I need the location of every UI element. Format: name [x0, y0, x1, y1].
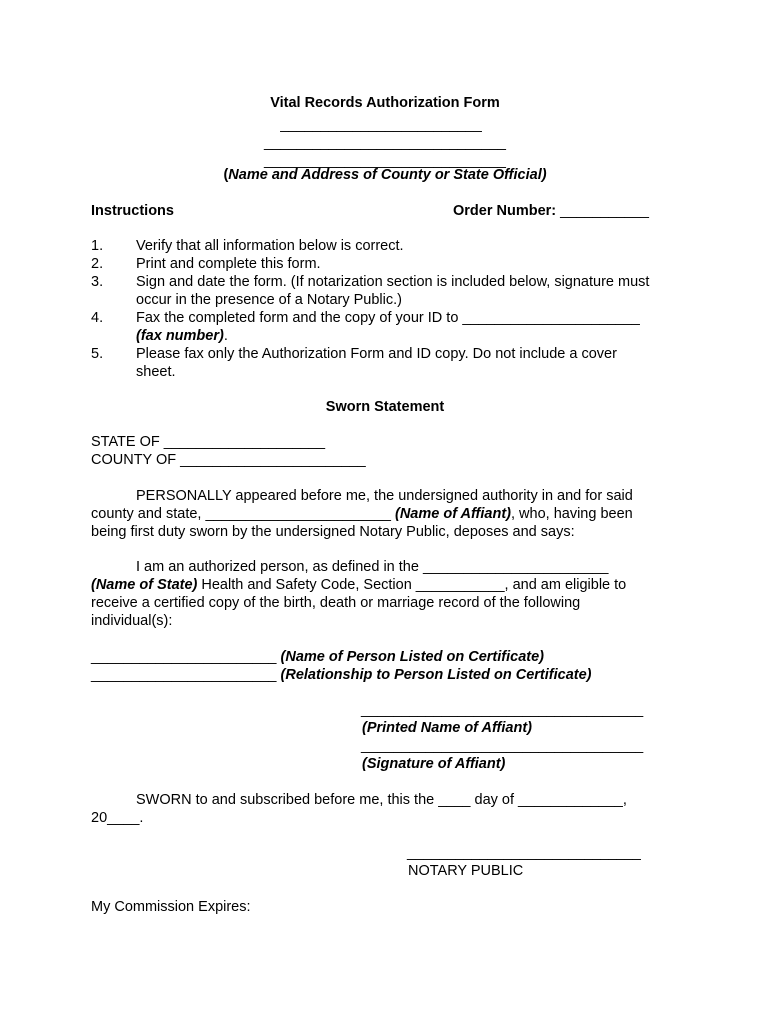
affiant-signature-line: ___________________________________ — [361, 738, 644, 754]
relationship-label: (Relationship to Person Listed on Certificate) — [280, 667, 592, 683]
county-state-text: county and state, _______________________ — [91, 506, 395, 522]
item-5-text-line-1: Please fax only the Authorization Form and ID copy. Do not include a cover — [136, 346, 617, 362]
item-2-number: 2. — [91, 256, 104, 272]
item-3-text-line-1: Sign and date the form. (If notarization section is included below, signature must — [136, 274, 650, 290]
instructions-heading: Instructions — [91, 203, 174, 219]
authorized-para-line-2 — [91, 576, 626, 594]
sworn-statement-heading: Sworn Statement — [325, 399, 445, 415]
official-label-text: Name and Address of County or State Official) — [228, 167, 547, 183]
form-title: Vital Records Authorization Form — [270, 95, 500, 111]
authorized-para-line-3: receive a certified copy of the birth, death or marriage record of the following — [91, 595, 581, 611]
order-number-label: Order Number: — [453, 203, 557, 219]
personally-para-line-2 — [91, 505, 633, 523]
item-1-number: 1. — [91, 238, 104, 254]
official-label — [0, 166, 770, 184]
health-safety-text: Health and Safety Code, Section ___________, and am eligible to — [197, 577, 627, 593]
item-4-text-line-2 — [136, 327, 228, 345]
item-4-number: 4. — [91, 310, 104, 326]
official-address-line-2: ______________________________ — [264, 135, 506, 151]
notary-public-label: NOTARY PUBLIC — [408, 863, 524, 879]
authorized-para-line-1: I am an authorized person, as defined in the _______________________ — [136, 559, 609, 575]
official-address-line-1: _________________________ — [280, 117, 482, 133]
authorized-para-line-4: individual(s): — [91, 613, 173, 629]
order-number-blank: ___________ — [560, 203, 649, 219]
official-paren: ( — [223, 167, 229, 183]
order-number — [453, 202, 649, 220]
sworn-subscribed-line-1: SWORN to and subscribed before me, this the ____ day of _____________, — [136, 792, 627, 808]
person-listed-line — [91, 648, 544, 666]
name-of-state-label: (Name of State) — [91, 577, 198, 593]
fax-number-label: (fax number) — [136, 328, 224, 344]
item-5-text-line-2: sheet. — [136, 364, 176, 380]
state-of-line: STATE OF ____________________ — [91, 434, 326, 450]
affiant-printed-name-line: ___________________________________ — [361, 702, 644, 718]
personally-para-line-3: being first duty sworn by the undersigned Notary Public, deposes and says: — [91, 524, 575, 540]
person-listed-label: (Name of Person Listed on Certificate) — [280, 649, 544, 665]
item-4-text-line-1: Fax the completed form and the copy of your ID to ______________________ — [136, 310, 640, 326]
sworn-subscribed-line-2: 20____. — [91, 810, 144, 826]
who-having-text: , who, having been — [510, 506, 633, 522]
item-1-text: Verify that all information below is correct. — [136, 238, 404, 254]
item-3-text-line-2: occur in the presence of a Notary Public.) — [136, 292, 402, 308]
name-of-affiant-label: (Name of Affiant) — [394, 506, 511, 522]
item-2-text: Print and complete this form. — [136, 256, 321, 272]
notary-signature-line: _____________________________ — [407, 845, 641, 861]
commission-expires: My Commission Expires: — [91, 899, 251, 915]
person-listed-blank: _______________________ — [91, 649, 281, 665]
county-of-line: COUNTY OF _______________________ — [91, 452, 366, 468]
item-5-number: 5. — [91, 346, 104, 362]
official-address-line-3: ______________________________ — [264, 153, 506, 169]
relationship-blank: _______________________ — [91, 667, 281, 683]
fax-number-period: . — [223, 328, 228, 344]
personally-para-line-1: PERSONALLY appeared before me, the undersigned authority in and for said — [136, 488, 633, 504]
relationship-line — [91, 666, 592, 684]
affiant-signature-label: (Signature of Affiant) — [362, 756, 506, 772]
affiant-printed-name-label: (Printed Name of Affiant) — [362, 720, 532, 736]
item-3-number: 3. — [91, 274, 104, 290]
